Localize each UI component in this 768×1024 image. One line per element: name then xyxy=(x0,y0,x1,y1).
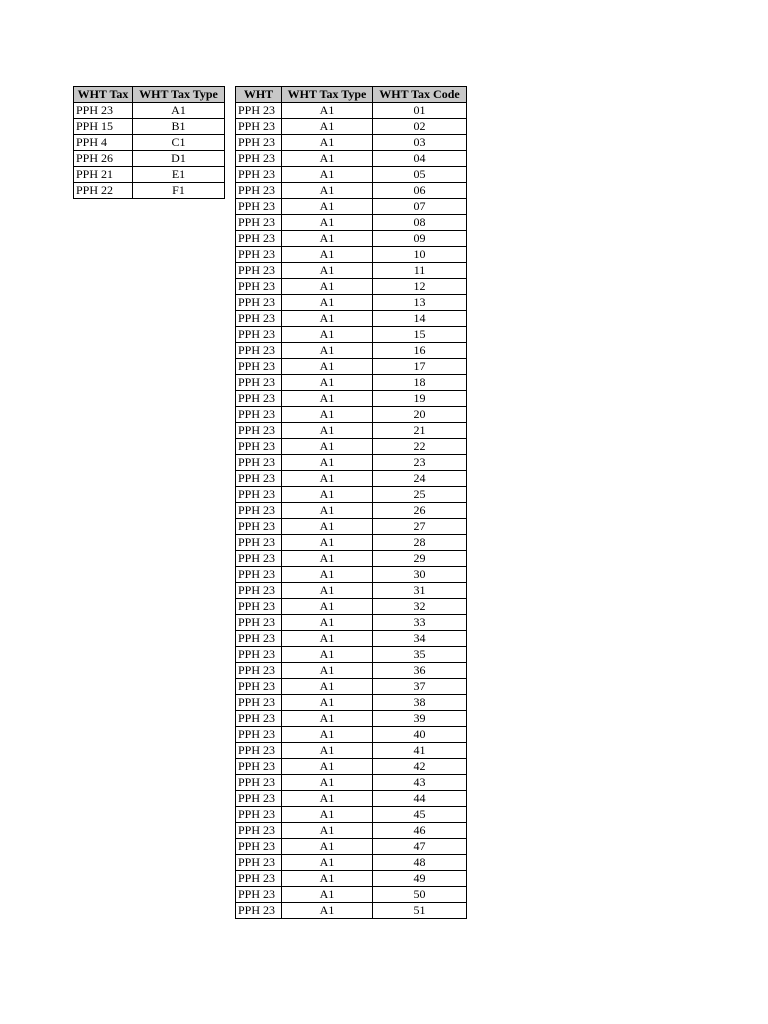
table-cell: PPH 23 xyxy=(236,487,282,503)
table-cell: A1 xyxy=(282,823,373,839)
table-cell: A1 xyxy=(282,455,373,471)
table-cell: 48 xyxy=(373,855,467,871)
table-cell: A1 xyxy=(282,855,373,871)
tax-type-table-body xyxy=(74,103,225,199)
table-cell: 14 xyxy=(373,311,467,327)
table-cell: A1 xyxy=(282,327,373,343)
table-cell: PPH 23 xyxy=(236,439,282,455)
table-cell: PPH 23 xyxy=(236,647,282,663)
table-cell: 19 xyxy=(373,391,467,407)
column-header: WHT Tax xyxy=(74,87,133,103)
table-row xyxy=(236,839,467,855)
table-cell: 25 xyxy=(373,487,467,503)
table-row xyxy=(236,503,467,519)
table-cell: 49 xyxy=(373,871,467,887)
table-cell: 22 xyxy=(373,439,467,455)
table-row xyxy=(236,695,467,711)
table-cell: C1 xyxy=(133,135,225,151)
table-row xyxy=(74,135,225,151)
table-row xyxy=(236,423,467,439)
table-cell: PPH 23 xyxy=(236,119,282,135)
table-cell: A1 xyxy=(282,119,373,135)
table-row xyxy=(236,279,467,295)
table-row xyxy=(236,247,467,263)
table-row xyxy=(236,791,467,807)
table-cell: 33 xyxy=(373,615,467,631)
table-cell: A1 xyxy=(282,567,373,583)
table-cell: A1 xyxy=(282,391,373,407)
table-cell: A1 xyxy=(282,183,373,199)
table-row xyxy=(236,823,467,839)
table-cell: PPH 23 xyxy=(236,855,282,871)
table-cell: 36 xyxy=(373,663,467,679)
table-cell: 07 xyxy=(373,199,467,215)
table-row xyxy=(236,599,467,615)
table-cell: A1 xyxy=(282,583,373,599)
table-cell: A1 xyxy=(282,663,373,679)
column-header: WHT xyxy=(236,87,282,103)
table-row xyxy=(236,119,467,135)
table-cell: 10 xyxy=(373,247,467,263)
table-cell: 17 xyxy=(373,359,467,375)
table-cell: A1 xyxy=(282,887,373,903)
table-cell: 23 xyxy=(373,455,467,471)
table-cell: PPH 21 xyxy=(74,167,133,183)
table-cell: PPH 22 xyxy=(74,183,133,199)
table-row xyxy=(236,519,467,535)
table-cell: 46 xyxy=(373,823,467,839)
table-cell: A1 xyxy=(282,775,373,791)
table-row xyxy=(236,343,467,359)
table-cell: PPH 23 xyxy=(236,455,282,471)
table-cell: A1 xyxy=(282,679,373,695)
tax-code-table xyxy=(235,86,467,919)
table-cell: PPH 23 xyxy=(236,807,282,823)
table-cell: 47 xyxy=(373,839,467,855)
table-row xyxy=(236,583,467,599)
table-cell: 04 xyxy=(373,151,467,167)
table-cell: PPH 23 xyxy=(236,199,282,215)
tax-type-table xyxy=(73,86,225,199)
table-cell: PPH 23 xyxy=(236,631,282,647)
table-cell: PPH 23 xyxy=(236,295,282,311)
table-cell: 03 xyxy=(373,135,467,151)
table-cell: PPH 23 xyxy=(236,423,282,439)
table-cell: PPH 4 xyxy=(74,135,133,151)
table-cell: A1 xyxy=(133,103,225,119)
table-cell: 40 xyxy=(373,727,467,743)
table-cell: A1 xyxy=(282,247,373,263)
table-row xyxy=(236,135,467,151)
table-row xyxy=(236,775,467,791)
table-cell: PPH 23 xyxy=(236,327,282,343)
table-cell: A1 xyxy=(282,375,373,391)
table-row xyxy=(236,263,467,279)
table-cell: A1 xyxy=(282,743,373,759)
column-header: WHT Tax Code xyxy=(373,87,467,103)
table-row xyxy=(236,743,467,759)
table-cell: 01 xyxy=(373,103,467,119)
table-cell: PPH 15 xyxy=(74,119,133,135)
table-cell: A1 xyxy=(282,551,373,567)
table-row xyxy=(74,103,225,119)
table-cell: PPH 23 xyxy=(236,311,282,327)
table-cell: A1 xyxy=(282,599,373,615)
table-cell: 34 xyxy=(373,631,467,647)
table-cell: A1 xyxy=(282,167,373,183)
table-cell: A1 xyxy=(282,647,373,663)
table-row xyxy=(236,631,467,647)
table-cell: A1 xyxy=(282,407,373,423)
table-cell: PPH 23 xyxy=(236,551,282,567)
table-cell: A1 xyxy=(282,231,373,247)
table-cell: PPH 23 xyxy=(236,727,282,743)
table-cell: 28 xyxy=(373,535,467,551)
table-cell: A1 xyxy=(282,535,373,551)
table-cell: A1 xyxy=(282,871,373,887)
table-cell: 29 xyxy=(373,551,467,567)
table-header-row xyxy=(74,87,225,103)
table-cell: PPH 23 xyxy=(236,359,282,375)
table-cell: PPH 23 xyxy=(74,103,133,119)
column-header: WHT Tax Type xyxy=(282,87,373,103)
table-cell: PPH 23 xyxy=(236,151,282,167)
table-cell: PPH 23 xyxy=(236,887,282,903)
table-row xyxy=(236,487,467,503)
table-row xyxy=(74,119,225,135)
table-row xyxy=(236,199,467,215)
table-cell: A1 xyxy=(282,759,373,775)
table-row xyxy=(236,183,467,199)
table-cell: PPH 23 xyxy=(236,519,282,535)
table-row xyxy=(236,663,467,679)
table-cell: 37 xyxy=(373,679,467,695)
table-cell: PPH 23 xyxy=(236,663,282,679)
table-cell: A1 xyxy=(282,311,373,327)
table-row xyxy=(236,391,467,407)
table-cell: A1 xyxy=(282,631,373,647)
table-cell: PPH 23 xyxy=(236,183,282,199)
tax-code-table-body xyxy=(236,103,467,919)
table-cell: PPH 23 xyxy=(236,247,282,263)
table-row xyxy=(236,327,467,343)
table-cell: A1 xyxy=(282,727,373,743)
table-cell: A1 xyxy=(282,711,373,727)
table-row xyxy=(236,615,467,631)
table-cell: 11 xyxy=(373,263,467,279)
table-row xyxy=(236,407,467,423)
table-cell: PPH 23 xyxy=(236,375,282,391)
table-cell: PPH 23 xyxy=(236,775,282,791)
table-row xyxy=(236,567,467,583)
table-cell: PPH 23 xyxy=(236,503,282,519)
table-row xyxy=(236,455,467,471)
column-header: WHT Tax Type xyxy=(133,87,225,103)
table-row xyxy=(74,183,225,199)
table-row xyxy=(236,711,467,727)
table-row xyxy=(236,295,467,311)
table-cell: F1 xyxy=(133,183,225,199)
table-cell: 30 xyxy=(373,567,467,583)
table-cell: 31 xyxy=(373,583,467,599)
table-cell: A1 xyxy=(282,903,373,919)
table-cell: PPH 23 xyxy=(236,103,282,119)
table-header-row xyxy=(236,87,467,103)
table-cell: 05 xyxy=(373,167,467,183)
table-cell: PPH 23 xyxy=(236,679,282,695)
table-row xyxy=(236,231,467,247)
table-cell: A1 xyxy=(282,519,373,535)
table-cell: 44 xyxy=(373,791,467,807)
table-row xyxy=(236,311,467,327)
table-cell: 13 xyxy=(373,295,467,311)
table-cell: A1 xyxy=(282,839,373,855)
table-row xyxy=(74,151,225,167)
table-row xyxy=(236,855,467,871)
table-row xyxy=(236,647,467,663)
table-cell: 43 xyxy=(373,775,467,791)
table-cell: 06 xyxy=(373,183,467,199)
table-row xyxy=(236,151,467,167)
table-cell: 15 xyxy=(373,327,467,343)
table-cell: 41 xyxy=(373,743,467,759)
table-row xyxy=(236,871,467,887)
table-cell: PPH 23 xyxy=(236,871,282,887)
table-cell: PPH 23 xyxy=(236,231,282,247)
table-cell: PPH 23 xyxy=(236,583,282,599)
table-cell: A1 xyxy=(282,615,373,631)
table-cell: 18 xyxy=(373,375,467,391)
table-cell: A1 xyxy=(282,471,373,487)
table-cell: 45 xyxy=(373,807,467,823)
table-cell: PPH 23 xyxy=(236,791,282,807)
table-cell: PPH 23 xyxy=(236,135,282,151)
table-cell: PPH 23 xyxy=(236,615,282,631)
table-cell: PPH 23 xyxy=(236,391,282,407)
table-cell: A1 xyxy=(282,135,373,151)
table-cell: 12 xyxy=(373,279,467,295)
table-cell: PPH 23 xyxy=(236,839,282,855)
table-cell: PPH 23 xyxy=(236,167,282,183)
table-row xyxy=(74,167,225,183)
table-cell: PPH 23 xyxy=(236,215,282,231)
table-row xyxy=(236,215,467,231)
table-cell: D1 xyxy=(133,151,225,167)
table-row xyxy=(236,551,467,567)
table-cell: 26 xyxy=(373,503,467,519)
table-row xyxy=(236,903,467,919)
table-cell: E1 xyxy=(133,167,225,183)
table-cell: A1 xyxy=(282,807,373,823)
table-cell: A1 xyxy=(282,423,373,439)
table-cell: A1 xyxy=(282,359,373,375)
table-cell: A1 xyxy=(282,263,373,279)
table-cell: PPH 23 xyxy=(236,567,282,583)
table-cell: 16 xyxy=(373,343,467,359)
table-cell: A1 xyxy=(282,103,373,119)
table-cell: 42 xyxy=(373,759,467,775)
table-cell: PPH 26 xyxy=(74,151,133,167)
table-cell: A1 xyxy=(282,791,373,807)
table-cell: A1 xyxy=(282,695,373,711)
table-cell: 20 xyxy=(373,407,467,423)
table-row xyxy=(236,471,467,487)
table-cell: 51 xyxy=(373,903,467,919)
table-cell: PPH 23 xyxy=(236,343,282,359)
table-cell: A1 xyxy=(282,343,373,359)
table-row xyxy=(236,375,467,391)
table-cell: PPH 23 xyxy=(236,263,282,279)
table-cell: 08 xyxy=(373,215,467,231)
table-cell: 38 xyxy=(373,695,467,711)
table-cell: 39 xyxy=(373,711,467,727)
table-row xyxy=(236,807,467,823)
table-cell: 09 xyxy=(373,231,467,247)
table-row xyxy=(236,759,467,775)
table-cell: PPH 23 xyxy=(236,903,282,919)
table-cell: A1 xyxy=(282,279,373,295)
table-cell: PPH 23 xyxy=(236,695,282,711)
table-cell: A1 xyxy=(282,487,373,503)
table-cell: PPH 23 xyxy=(236,711,282,727)
table-cell: A1 xyxy=(282,439,373,455)
table-cell: A1 xyxy=(282,151,373,167)
table-cell: A1 xyxy=(282,295,373,311)
table-cell: 02 xyxy=(373,119,467,135)
table-row xyxy=(236,679,467,695)
table-row xyxy=(236,439,467,455)
table-cell: PPH 23 xyxy=(236,407,282,423)
table-row xyxy=(236,887,467,903)
table-cell: 21 xyxy=(373,423,467,439)
table-cell: B1 xyxy=(133,119,225,135)
table-cell: 50 xyxy=(373,887,467,903)
table-cell: PPH 23 xyxy=(236,279,282,295)
table-cell: A1 xyxy=(282,215,373,231)
table-row xyxy=(236,727,467,743)
table-cell: 27 xyxy=(373,519,467,535)
table-row xyxy=(236,103,467,119)
table-cell: A1 xyxy=(282,503,373,519)
table-row xyxy=(236,535,467,551)
table-cell: PPH 23 xyxy=(236,535,282,551)
table-cell: 24 xyxy=(373,471,467,487)
table-cell: 32 xyxy=(373,599,467,615)
table-cell: A1 xyxy=(282,199,373,215)
table-cell: PPH 23 xyxy=(236,471,282,487)
table-cell: PPH 23 xyxy=(236,759,282,775)
table-cell: PPH 23 xyxy=(236,599,282,615)
table-row xyxy=(236,359,467,375)
table-row xyxy=(236,167,467,183)
table-cell: 35 xyxy=(373,647,467,663)
table-cell: PPH 23 xyxy=(236,743,282,759)
table-cell: PPH 23 xyxy=(236,823,282,839)
